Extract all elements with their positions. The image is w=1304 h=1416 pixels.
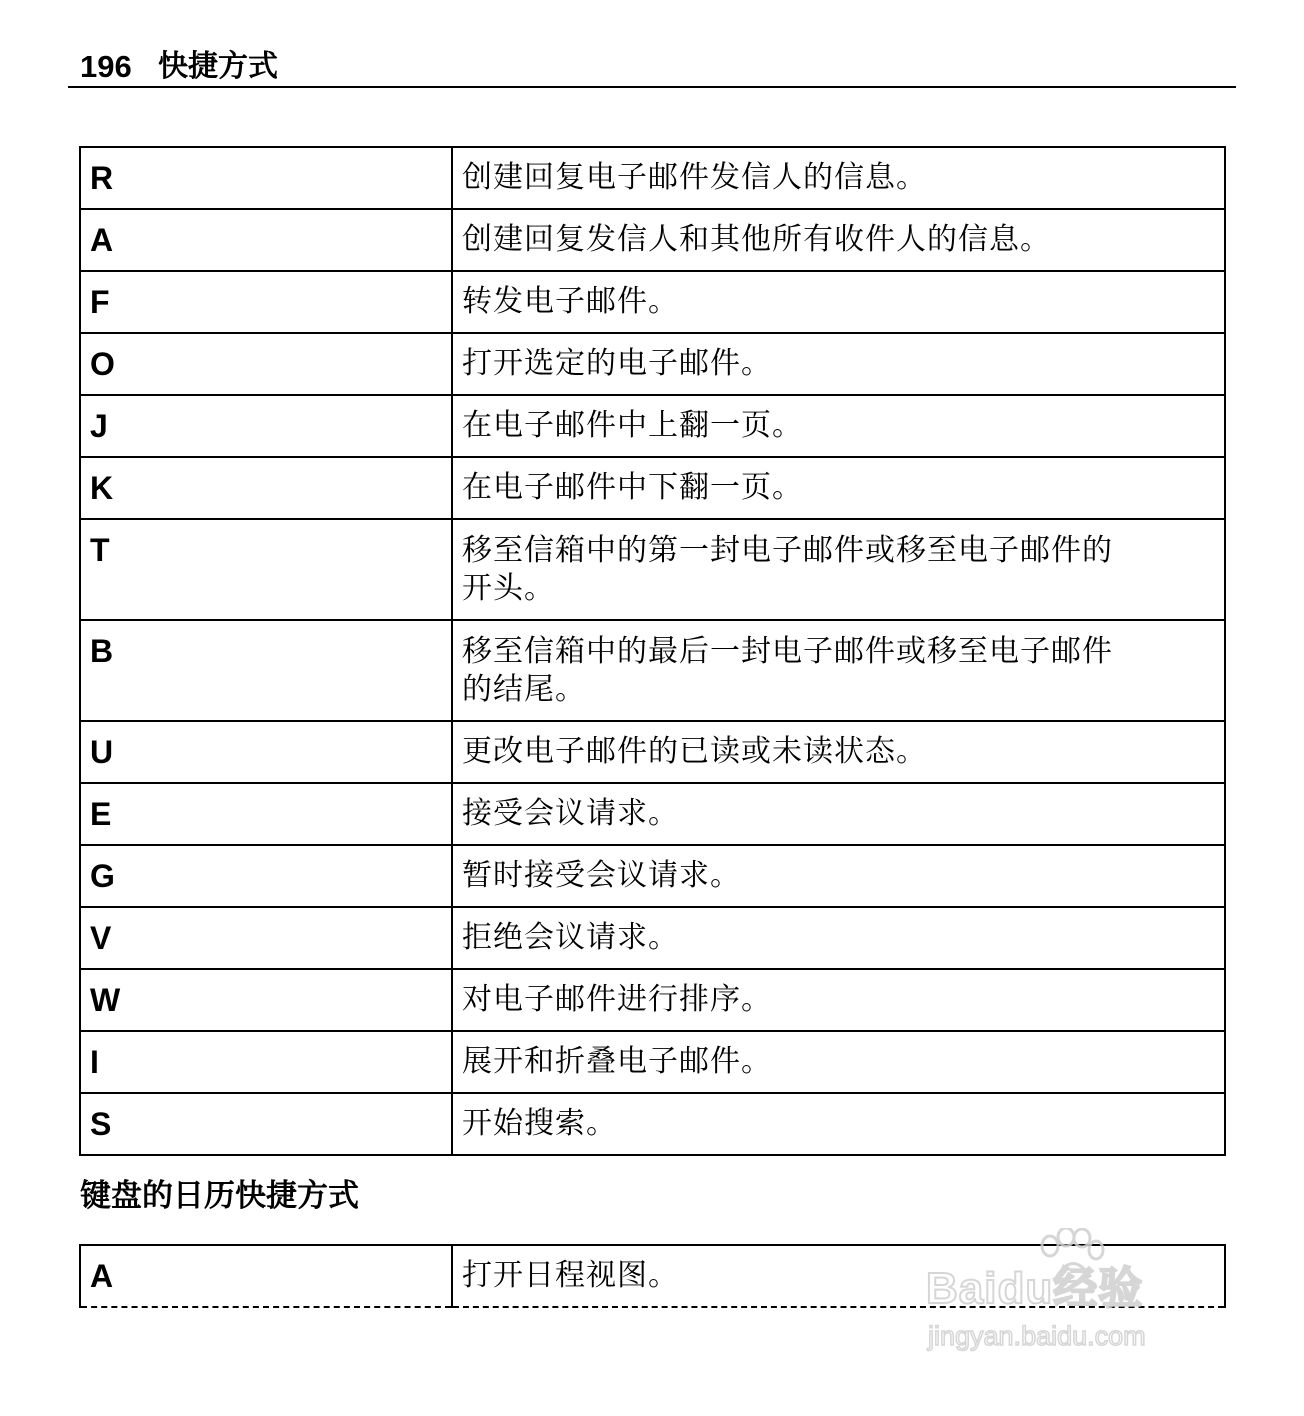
table-row — [80, 620, 1225, 721]
shortcut-description: 拒绝会议请求。 — [452, 907, 1225, 969]
table-row — [80, 209, 1225, 271]
shortcut-key: J — [80, 395, 452, 457]
shortcut-key: G — [80, 845, 452, 907]
shortcut-description: 在电子邮件中下翻一页。 — [452, 457, 1225, 519]
table-row — [80, 147, 1225, 209]
shortcut-key: W — [80, 969, 452, 1031]
shortcut-key: U — [80, 721, 452, 783]
shortcut-description: 开始搜索。 — [452, 1093, 1225, 1155]
shortcut-key: T — [80, 519, 452, 620]
watermark-url: jingyan.baidu.com — [928, 1321, 1146, 1351]
shortcut-key: A — [80, 209, 452, 271]
section-title: 快捷方式 — [158, 49, 278, 84]
description-line: 移至信箱中的第一封电子邮件或移至电子邮件的 — [462, 533, 1113, 568]
shortcut-key: K — [80, 457, 452, 519]
shortcut-description: 对电子邮件进行排序。 — [452, 969, 1225, 1031]
table-row — [80, 721, 1225, 783]
shortcut-description: 创建回复电子邮件发信人的信息。 — [452, 147, 1225, 209]
shortcut-description: 更改电子邮件的已读或未读状态。 — [452, 721, 1225, 783]
mail-shortcut-table — [79, 146, 1226, 1156]
table-row — [80, 271, 1225, 333]
shortcut-key: E — [80, 783, 452, 845]
table-row — [80, 1031, 1225, 1093]
table-row — [80, 783, 1225, 845]
description-line: 开头。 — [462, 571, 555, 606]
shortcut-key: V — [80, 907, 452, 969]
shortcut-key: F — [80, 271, 452, 333]
page-header — [68, 44, 1236, 88]
shortcut-description: 展开和折叠电子邮件。 — [452, 1031, 1225, 1093]
shortcut-description: 暂时接受会议请求。 — [452, 845, 1225, 907]
shortcut-description: 转发电子邮件。 — [452, 271, 1225, 333]
table-row — [80, 1093, 1225, 1155]
table-row — [80, 969, 1225, 1031]
shortcut-key: O — [80, 333, 452, 395]
shortcut-description: 接受会议请求。 — [452, 783, 1225, 845]
shortcut-description — [452, 519, 1225, 620]
shortcut-key: B — [80, 620, 452, 721]
description-line: 的结尾。 — [462, 672, 586, 707]
description-line: 移至信箱中的最后一封电子邮件或移至电子邮件 — [462, 634, 1113, 669]
shortcut-description — [452, 620, 1225, 721]
shortcut-description: 打开日程视图。 — [452, 1245, 1225, 1307]
calendar-shortcuts-heading: 键盘的日历快捷方式 — [80, 1178, 359, 1214]
shortcut-key: S — [80, 1093, 452, 1155]
page-number: 196 — [80, 49, 132, 84]
table-row — [80, 457, 1225, 519]
table-row — [80, 519, 1225, 620]
shortcut-key: A — [80, 1245, 452, 1307]
table-row — [80, 395, 1225, 457]
table-row — [80, 845, 1225, 907]
shortcut-key: I — [80, 1031, 452, 1093]
watermark-logo: Baidu经验 — [926, 1264, 1144, 1313]
watermark — [926, 1228, 1226, 1368]
table-row — [80, 333, 1225, 395]
shortcut-description: 在电子邮件中上翻一页。 — [452, 395, 1225, 457]
shortcut-description: 打开选定的电子邮件。 — [452, 333, 1225, 395]
table-row — [80, 907, 1225, 969]
shortcut-description: 创建回复发信人和其他所有收件人的信息。 — [452, 209, 1225, 271]
shortcut-key: R — [80, 147, 452, 209]
